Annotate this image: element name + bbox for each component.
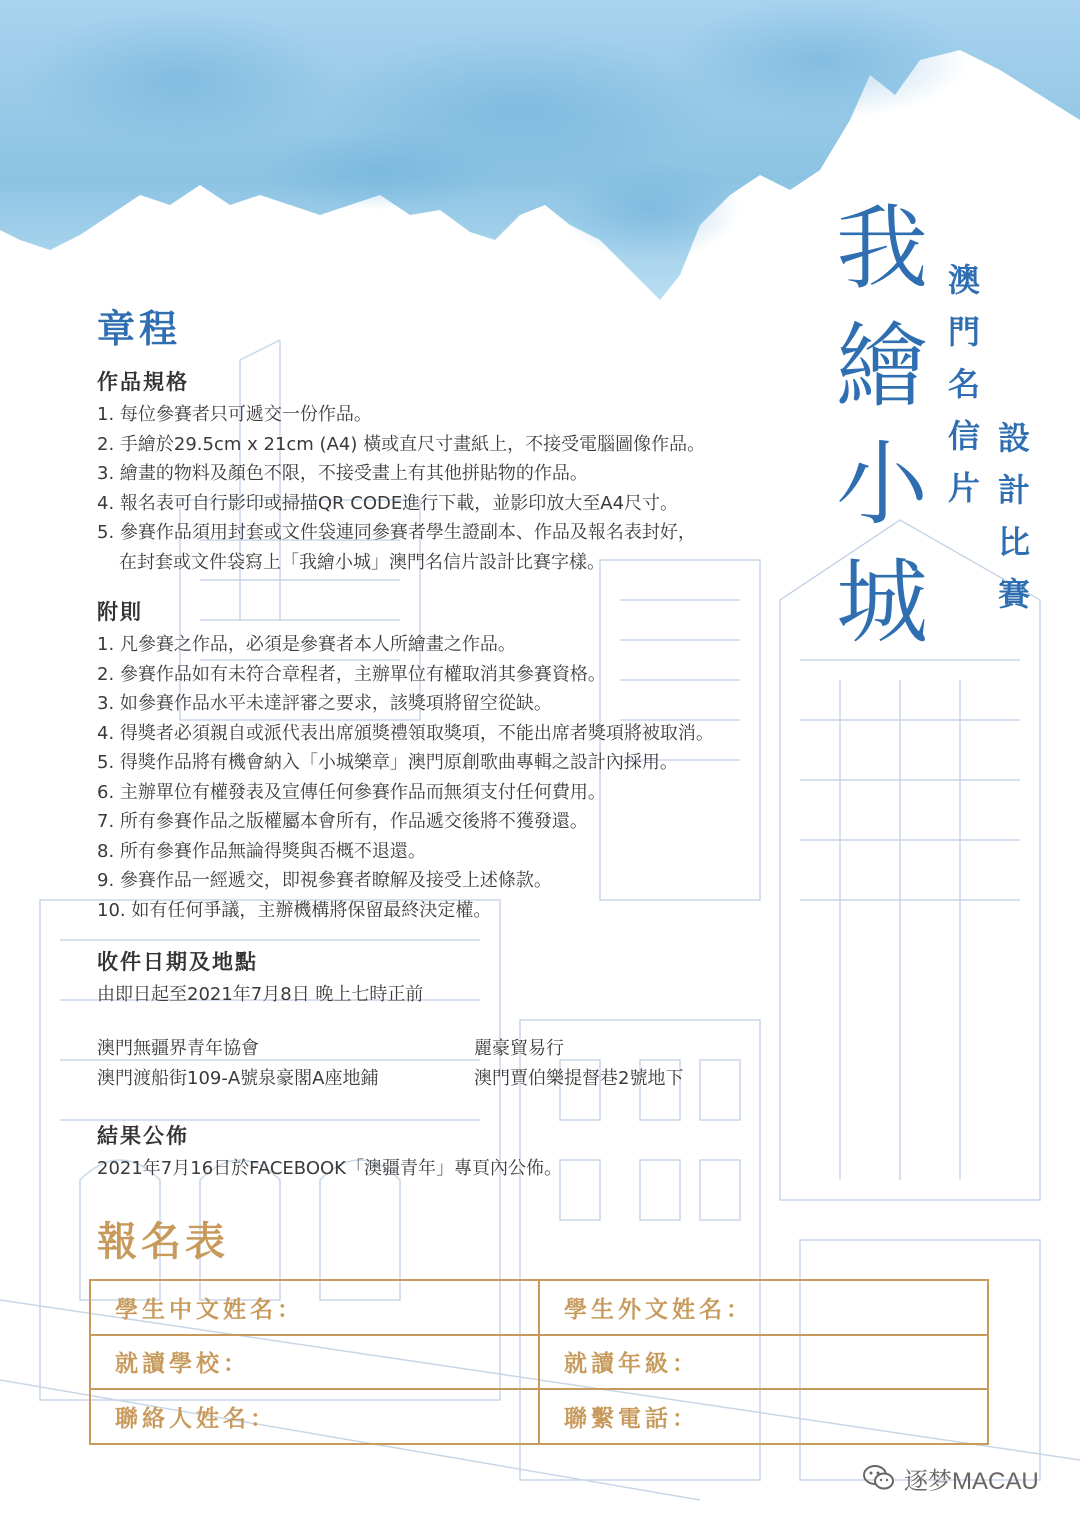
list-item: 4. 得獎者必須親自或派代表出席頒獎禮領取獎項，不能出席者獎項將被取消。 — [97, 722, 714, 744]
field-student-foreign-name[interactable]: 學生外文姓名： — [539, 1280, 988, 1335]
appendix-section — [97, 596, 817, 925]
list-item: 3. 繪畫的物料及顏色不限，不接受畫上有其他拼貼物的作品。 — [97, 463, 588, 484]
result-heading: 結果公佈 — [97, 1124, 189, 1148]
registration-form-table — [89, 1279, 989, 1445]
field-contact-name[interactable]: 聯絡人姓名： — [90, 1389, 539, 1444]
list-item-continuation: 在封套或文件袋寫上「我繪小城」澳門名信片設計比賽字樣。 — [119, 551, 605, 573]
field-school[interactable]: 就讀學校： — [90, 1335, 539, 1390]
location-2-name: 麗豪貿易行 — [474, 1038, 564, 1059]
list-item: 9. 參賽作品一經遞交，即視參賽者瞭解及接受上述條款。 — [97, 870, 552, 891]
field-student-chinese-name[interactable]: 學生中文姓名： — [90, 1280, 539, 1335]
subtitle-char: 賽 — [997, 575, 1030, 613]
field-grade[interactable]: 就讀年級： — [539, 1335, 988, 1390]
list-item: 7. 所有參賽作品之版權屬本會所有，作品遞交後將不獲發還。 — [97, 811, 588, 832]
list-item: 5. 得獎作品將有機會納入「小城樂章」澳門原創歌曲專輯之設計內採用。 — [97, 752, 678, 773]
subtitle-char: 計 — [997, 471, 1030, 509]
wechat-icon — [862, 1463, 896, 1493]
subtitle-char: 片 — [947, 469, 980, 507]
list-item: 2. 手繪於29.5cm x 21cm (A4) 橫或直尺寸畫紙上，不接受電腦圖像作品。 — [97, 433, 706, 455]
list-item: 6. 主辦單位有權發表及宣傳任何參賽作品而無須支付任何費用。 — [97, 781, 606, 803]
title-char: 我 — [835, 195, 928, 302]
subtitle-char: 比 — [997, 523, 1030, 561]
list-item: 1. 凡參賽之作品，必須是參賽者本人所繪畫之作品。 — [97, 634, 516, 655]
location-1 — [97, 1034, 378, 1093]
table-row — [90, 1280, 988, 1335]
list-item: 10. 如有任何爭議，主辦機構將保留最終決定權。 — [97, 899, 492, 921]
table-row — [90, 1389, 988, 1444]
location-2-address: 澳門賈伯樂提督巷2號地下 — [474, 1067, 684, 1089]
result-text: 2021年7月16日於FACEBOOK「澳疆青年」專頁內公佈。 — [97, 1158, 562, 1179]
subtitle-design-contest — [994, 412, 1034, 620]
list-item: 4. 報名表可自行影印或掃描QR CODE進行下載，並影印放大至A4尺寸。 — [97, 492, 679, 514]
result-section — [97, 1120, 817, 1184]
subtitle-char: 名 — [947, 365, 980, 403]
title-char: 小 — [835, 431, 928, 538]
subtitle-char: 門 — [947, 313, 980, 351]
subtitle-char: 信 — [947, 417, 980, 455]
list-item: 3. 如參賽作品水平未達評審之要求，該獎項將留空從缺。 — [97, 693, 552, 714]
collection-date: 由即日起至2021年7月8日 晚上七時正前 — [97, 984, 424, 1005]
location-2 — [474, 1034, 683, 1093]
list-item: 1. 每位參賽者只可遞交一份作品。 — [97, 404, 372, 425]
title-char: 城 — [835, 549, 928, 656]
list-item: 5. 參賽作品須用封套或文件袋連同參賽者學生證副本、作品及報名表封好， — [97, 522, 696, 543]
rules-heading: 章程 — [97, 307, 182, 351]
location-1-address: 澳門渡船街109-A號泉豪閣A座地鋪 — [97, 1067, 379, 1089]
form-heading: 報名表 — [97, 1219, 229, 1265]
field-contact-phone[interactable]: 聯繫電話： — [539, 1389, 988, 1444]
title-char: 繪 — [835, 313, 928, 420]
list-item: 2. 參賽作品如有未符合章程者，主辦單位有權取消其參賽資格。 — [97, 663, 606, 685]
spec-heading: 作品規格 — [97, 370, 189, 394]
watermark — [862, 1461, 1039, 1495]
collection-heading: 收件日期及地點 — [97, 950, 258, 974]
subtitle-char: 澳 — [947, 261, 980, 299]
collection-section — [97, 946, 817, 1010]
spec-section — [97, 366, 817, 577]
location-1-name: 澳門無疆界青年協會 — [97, 1038, 259, 1059]
subtitle-char: 設 — [997, 419, 1030, 457]
list-item: 8. 所有參賽作品無論得獎與否概不退還。 — [97, 840, 426, 862]
main-title-vertical — [822, 190, 942, 662]
table-row — [90, 1335, 988, 1390]
watermark-text: 逐梦MACAU — [904, 1467, 1039, 1495]
appendix-heading: 附則 — [97, 600, 143, 624]
subtitle-macau-postcard — [944, 254, 984, 514]
